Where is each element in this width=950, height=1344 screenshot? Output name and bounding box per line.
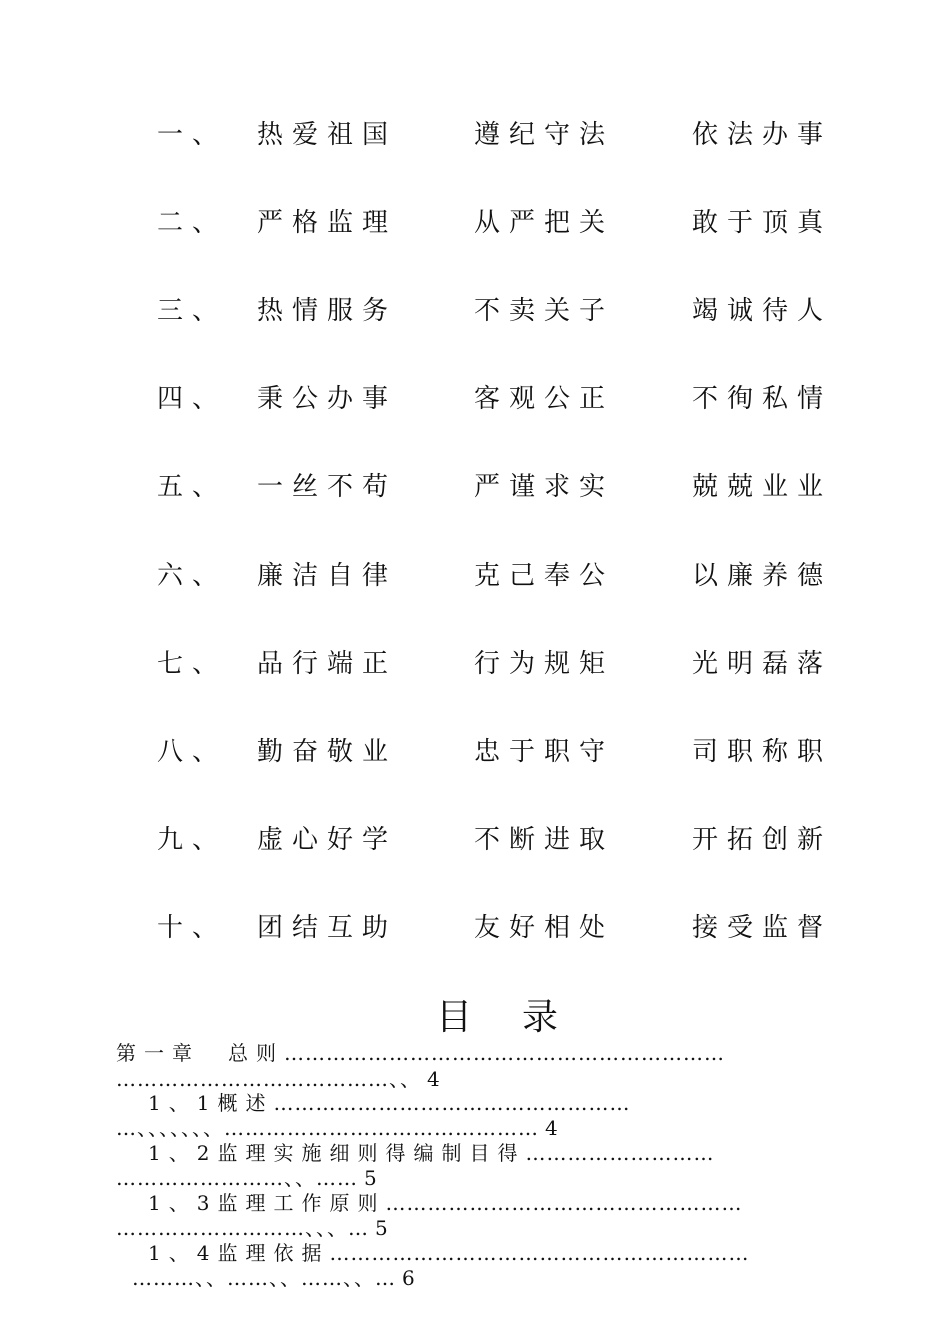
principle-row [0, 467, 950, 507]
toc-leader: …………………………………………… [273, 1091, 631, 1115]
principle-phrase: 不卖关子 [474, 296, 615, 326]
toc-entry-label: 1、4监理依据 [148, 1241, 330, 1265]
principle-phrase: 友好相处 [474, 913, 615, 943]
principle-phrase: 严谨求实 [474, 472, 615, 502]
principle-phrase: 勤奋敬业 [257, 737, 398, 767]
toc-entry-label: 第一章 总则 [116, 1041, 284, 1065]
principle-number: 七、 [157, 649, 228, 679]
toc-leader: ……………………… [525, 1141, 715, 1165]
toc-entry-continuation [116, 1215, 860, 1241]
principle-number: 四、 [157, 384, 228, 414]
principle-row [0, 732, 950, 772]
toc-entry[interactable] [148, 1140, 860, 1166]
principle-phrase: 严格监理 [257, 208, 398, 238]
principle-number: 五、 [157, 472, 228, 502]
principle-row [0, 908, 950, 948]
toc-entry-continuation [116, 1066, 860, 1092]
toc-page-number: 6 [402, 1266, 415, 1290]
toc-title: 目录 [436, 997, 609, 1038]
principle-phrase: 司职称职 [692, 737, 833, 767]
principle-phrase: 接受监督 [692, 913, 833, 943]
principle-phrase: 敢于顶真 [692, 208, 833, 238]
toc-page-number: 4 [427, 1067, 440, 1091]
principle-phrase: 兢兢业业 [692, 472, 833, 502]
toc-entry-label: 1、1概述 [148, 1091, 274, 1115]
principle-phrase: 竭诚待人 [692, 296, 833, 326]
principle-phrase: 克己奉公 [474, 561, 615, 591]
principle-phrase: 团结互助 [257, 913, 398, 943]
principle-phrase: 以廉养德 [692, 561, 833, 591]
principle-phrase: 不徇私情 [692, 384, 833, 414]
principle-phrase: 客观公正 [474, 384, 615, 414]
toc-entry[interactable] [116, 1040, 860, 1066]
principle-phrase: 廉洁自律 [257, 561, 398, 591]
toc-page-number: 5 [375, 1216, 388, 1240]
toc-leader: ………………………、、、… [116, 1216, 369, 1240]
principle-number: 六、 [157, 561, 228, 591]
principle-row [0, 820, 950, 860]
toc-leader: …………………………………………… [385, 1191, 743, 1215]
toc-entry-continuation [116, 1165, 860, 1191]
toc-page-number: 4 [545, 1116, 558, 1140]
principle-row [0, 203, 950, 243]
toc-leader: …………………………………………………… [329, 1241, 750, 1265]
principle-phrase: 光明磊落 [692, 649, 833, 679]
toc-leader: ……………………、、…… [116, 1166, 358, 1190]
toc-page-number: 5 [364, 1166, 377, 1190]
principle-phrase: 依法办事 [692, 120, 833, 150]
principle-row [0, 291, 950, 331]
toc-entry[interactable] [148, 1190, 860, 1216]
principle-phrase: 忠于职守 [474, 737, 615, 767]
principle-row [0, 556, 950, 596]
toc-leader: ………、、……、、……、、… [132, 1266, 396, 1290]
toc-entry[interactable] [148, 1240, 860, 1266]
principle-phrase: 热爱祖国 [257, 120, 398, 150]
principle-phrase: 开拓创新 [692, 825, 833, 855]
principle-phrase: 热情服务 [257, 296, 398, 326]
principle-number: 二、 [157, 208, 228, 238]
principle-row [0, 115, 950, 155]
principle-number: 九、 [157, 825, 228, 855]
principle-phrase: 一丝不苟 [257, 472, 398, 502]
toc-entry[interactable] [148, 1090, 860, 1116]
principle-row [0, 379, 950, 419]
principle-phrase: 秉公办事 [257, 384, 398, 414]
principle-phrase: 品行端正 [257, 649, 398, 679]
principle-phrase: 行为规矩 [474, 649, 615, 679]
toc-entry-continuation [116, 1115, 860, 1141]
principle-phrase: 遵纪守法 [474, 120, 615, 150]
toc-entry-label: 1、2监理实施细则得编制目得 [148, 1141, 526, 1165]
principle-number: 一、 [157, 120, 228, 150]
principle-number: 八、 [157, 737, 228, 767]
toc-leader: …………………………………、、 [116, 1067, 421, 1091]
principle-row [0, 644, 950, 684]
toc-leader: ……………………………………………………… [284, 1041, 725, 1065]
toc-leader: …、、、、、、、……………………………………… [116, 1116, 539, 1140]
principle-number: 十、 [157, 913, 228, 943]
toc-entry-continuation [132, 1265, 860, 1291]
toc-entry-label: 1、3监理工作原则 [148, 1191, 386, 1215]
principle-phrase: 从严把关 [474, 208, 615, 238]
principle-phrase: 虚心好学 [257, 825, 398, 855]
principle-number: 三、 [157, 296, 228, 326]
principle-phrase: 不断进取 [474, 825, 615, 855]
